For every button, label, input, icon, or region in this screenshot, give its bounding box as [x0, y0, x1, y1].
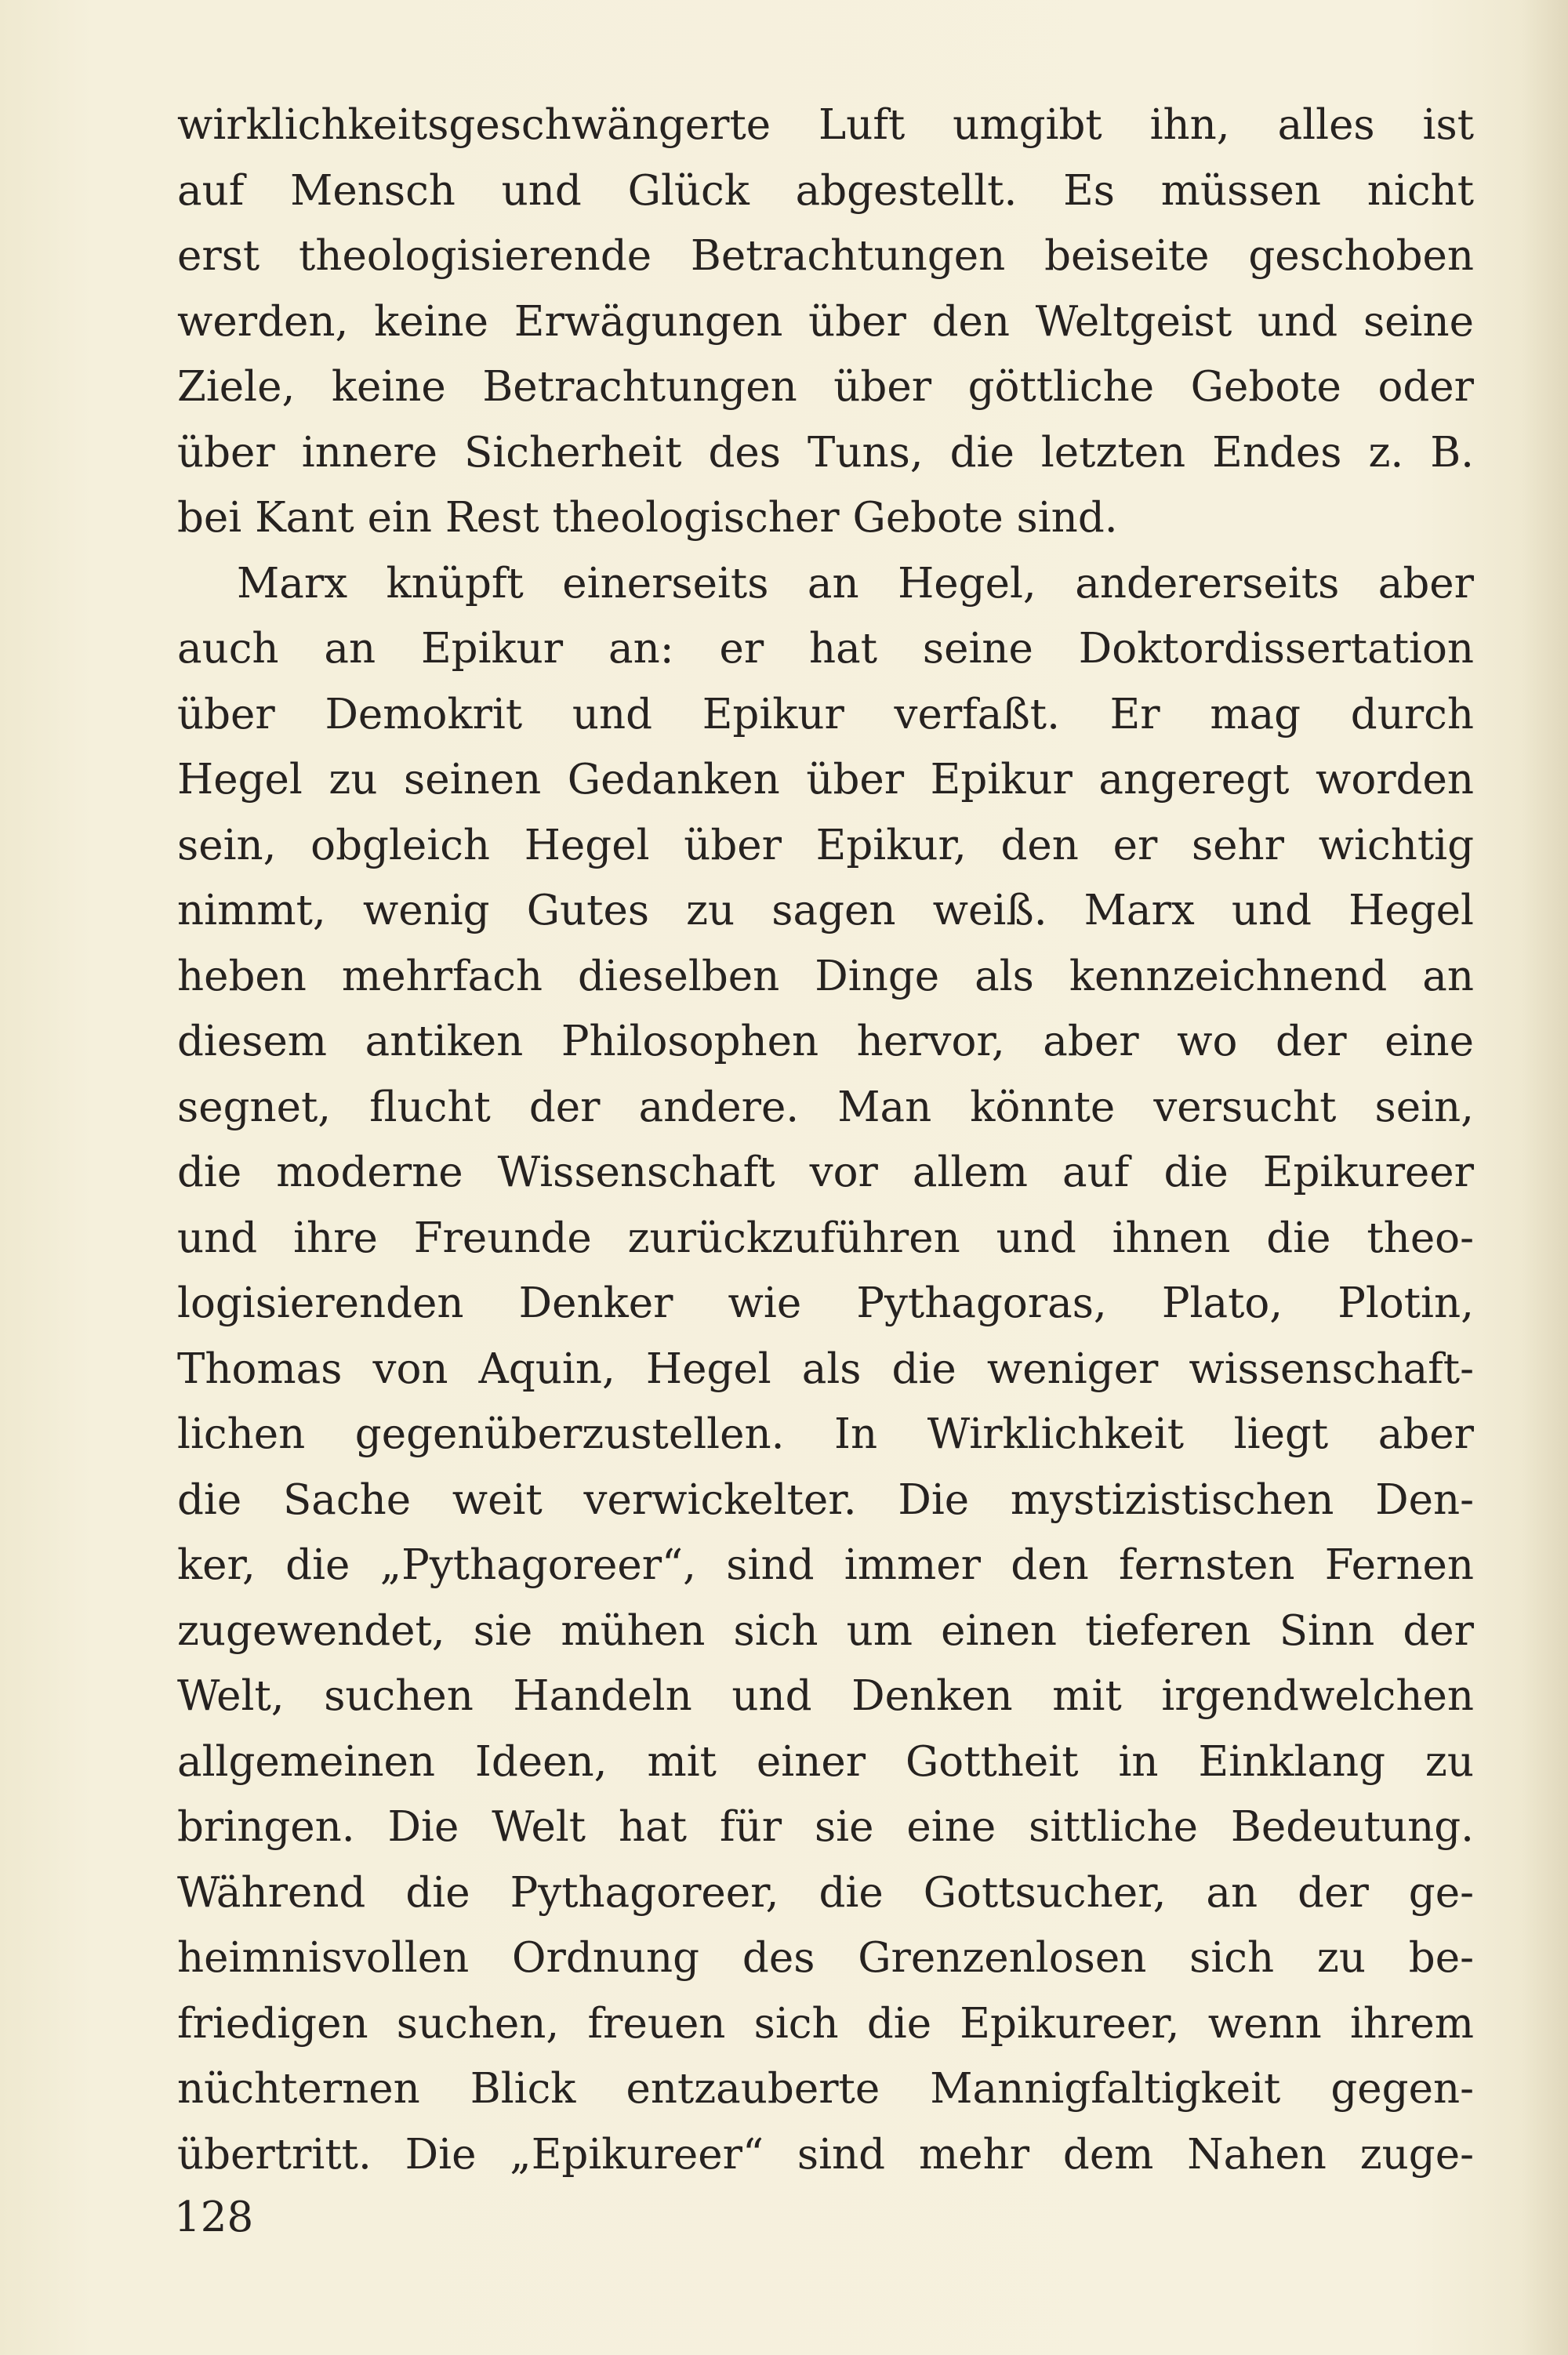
text-line: logisierenden Denker wie Pythagoras, Plato, Plotin, — [177, 1279, 1474, 1327]
page-number: 128 — [174, 2194, 254, 2241]
text-line: die Sache weit verwickelter. Die mystizistischen Den- — [177, 1475, 1474, 1524]
text-line: Ziele, keine Betrachtungen über göttliche Gebote oder — [177, 363, 1474, 411]
text-line: ker, die „Pythagoreer“, sind immer den fernsten Fernen — [177, 1541, 1474, 1589]
text-line: auch an Epikur an: er hat seine Doktordissertation — [177, 625, 1474, 673]
text-line: bringen. Die Welt hat für sie eine sittliche Bedeutung. — [177, 1803, 1474, 1851]
text-line: lichen gegenüberzustellen. In Wirklichkeit liegt aber — [177, 1410, 1474, 1458]
text-line: allgemeinen Ideen, mit einer Gottheit in Einklang zu — [177, 1737, 1474, 1786]
page-edge-shadow — [1521, 0, 1568, 2355]
text-line: und ihre Freunde zurückzuführen und ihnen die theo- — [177, 1214, 1474, 1262]
text-line: heben mehrfach dieselben Dinge als kennzeichnend an — [177, 952, 1474, 1000]
text-line: wirklichkeitsgeschwängerte Luft umgibt ihn, alles ist — [177, 101, 1474, 149]
text-line: sein, obgleich Hegel über Epikur, den er sehr wichtig — [177, 821, 1474, 869]
text-line: zugewendet, sie mühen sich um einen tieferen Sinn der — [177, 1606, 1474, 1655]
text-line: Welt, suchen Handeln und Denken mit irgendwelchen — [177, 1672, 1474, 1720]
text-line: auf Mensch und Glück abgestellt. Es müssen nicht — [177, 166, 1474, 215]
text-line: friedigen suchen, freuen sich die Epikureer, wenn ihrem — [177, 1999, 1474, 2048]
text-line: bei Kant ein Rest theologischer Gebote sind. — [177, 494, 1118, 542]
text-line: Hegel zu seinen Gedanken über Epikur angeregt worden — [177, 756, 1474, 804]
text-line: die moderne Wissenschaft vor allem auf die Epikureer — [177, 1148, 1474, 1196]
text-line: übertritt. Die „Epikureer“ sind mehr dem Nahen zuge- — [177, 2130, 1474, 2179]
text-line: Während die Pythagoreer, die Gottsucher, an der ge- — [177, 1868, 1474, 1917]
text-line: werden, keine Erwägungen über den Weltgeist und seine — [177, 297, 1474, 346]
text-line: Marx knüpft einerseits an Hegel, andererseits aber — [237, 559, 1474, 608]
text-line: über innere Sicherheit des Tuns, die letzten Endes z. B. — [177, 428, 1474, 477]
text-line: nüchternen Blick entzauberte Mannigfaltigkeit gegen- — [177, 2065, 1474, 2113]
text-line: diesem antiken Philosophen hervor, aber wo der eine — [177, 1018, 1474, 1065]
text-line: segnet, flucht der andere. Man könnte versucht sein, — [177, 1083, 1474, 1131]
text-line: nimmt, wenig Gutes zu sagen weiß. Marx und Hegel — [177, 887, 1474, 934]
text-line: Thomas von Aquin, Hegel als die weniger wissenschaft- — [177, 1344, 1474, 1393]
text-line: heimnisvollen Ordnung des Grenzenlosen sich zu be- — [177, 1934, 1474, 1982]
text-line: erst theologisierende Betrachtungen beiseite geschoben — [177, 232, 1474, 280]
text-line: über Demokrit und Epikur verfaßt. Er mag durch — [177, 690, 1474, 738]
body-text — [177, 93, 1474, 2187]
